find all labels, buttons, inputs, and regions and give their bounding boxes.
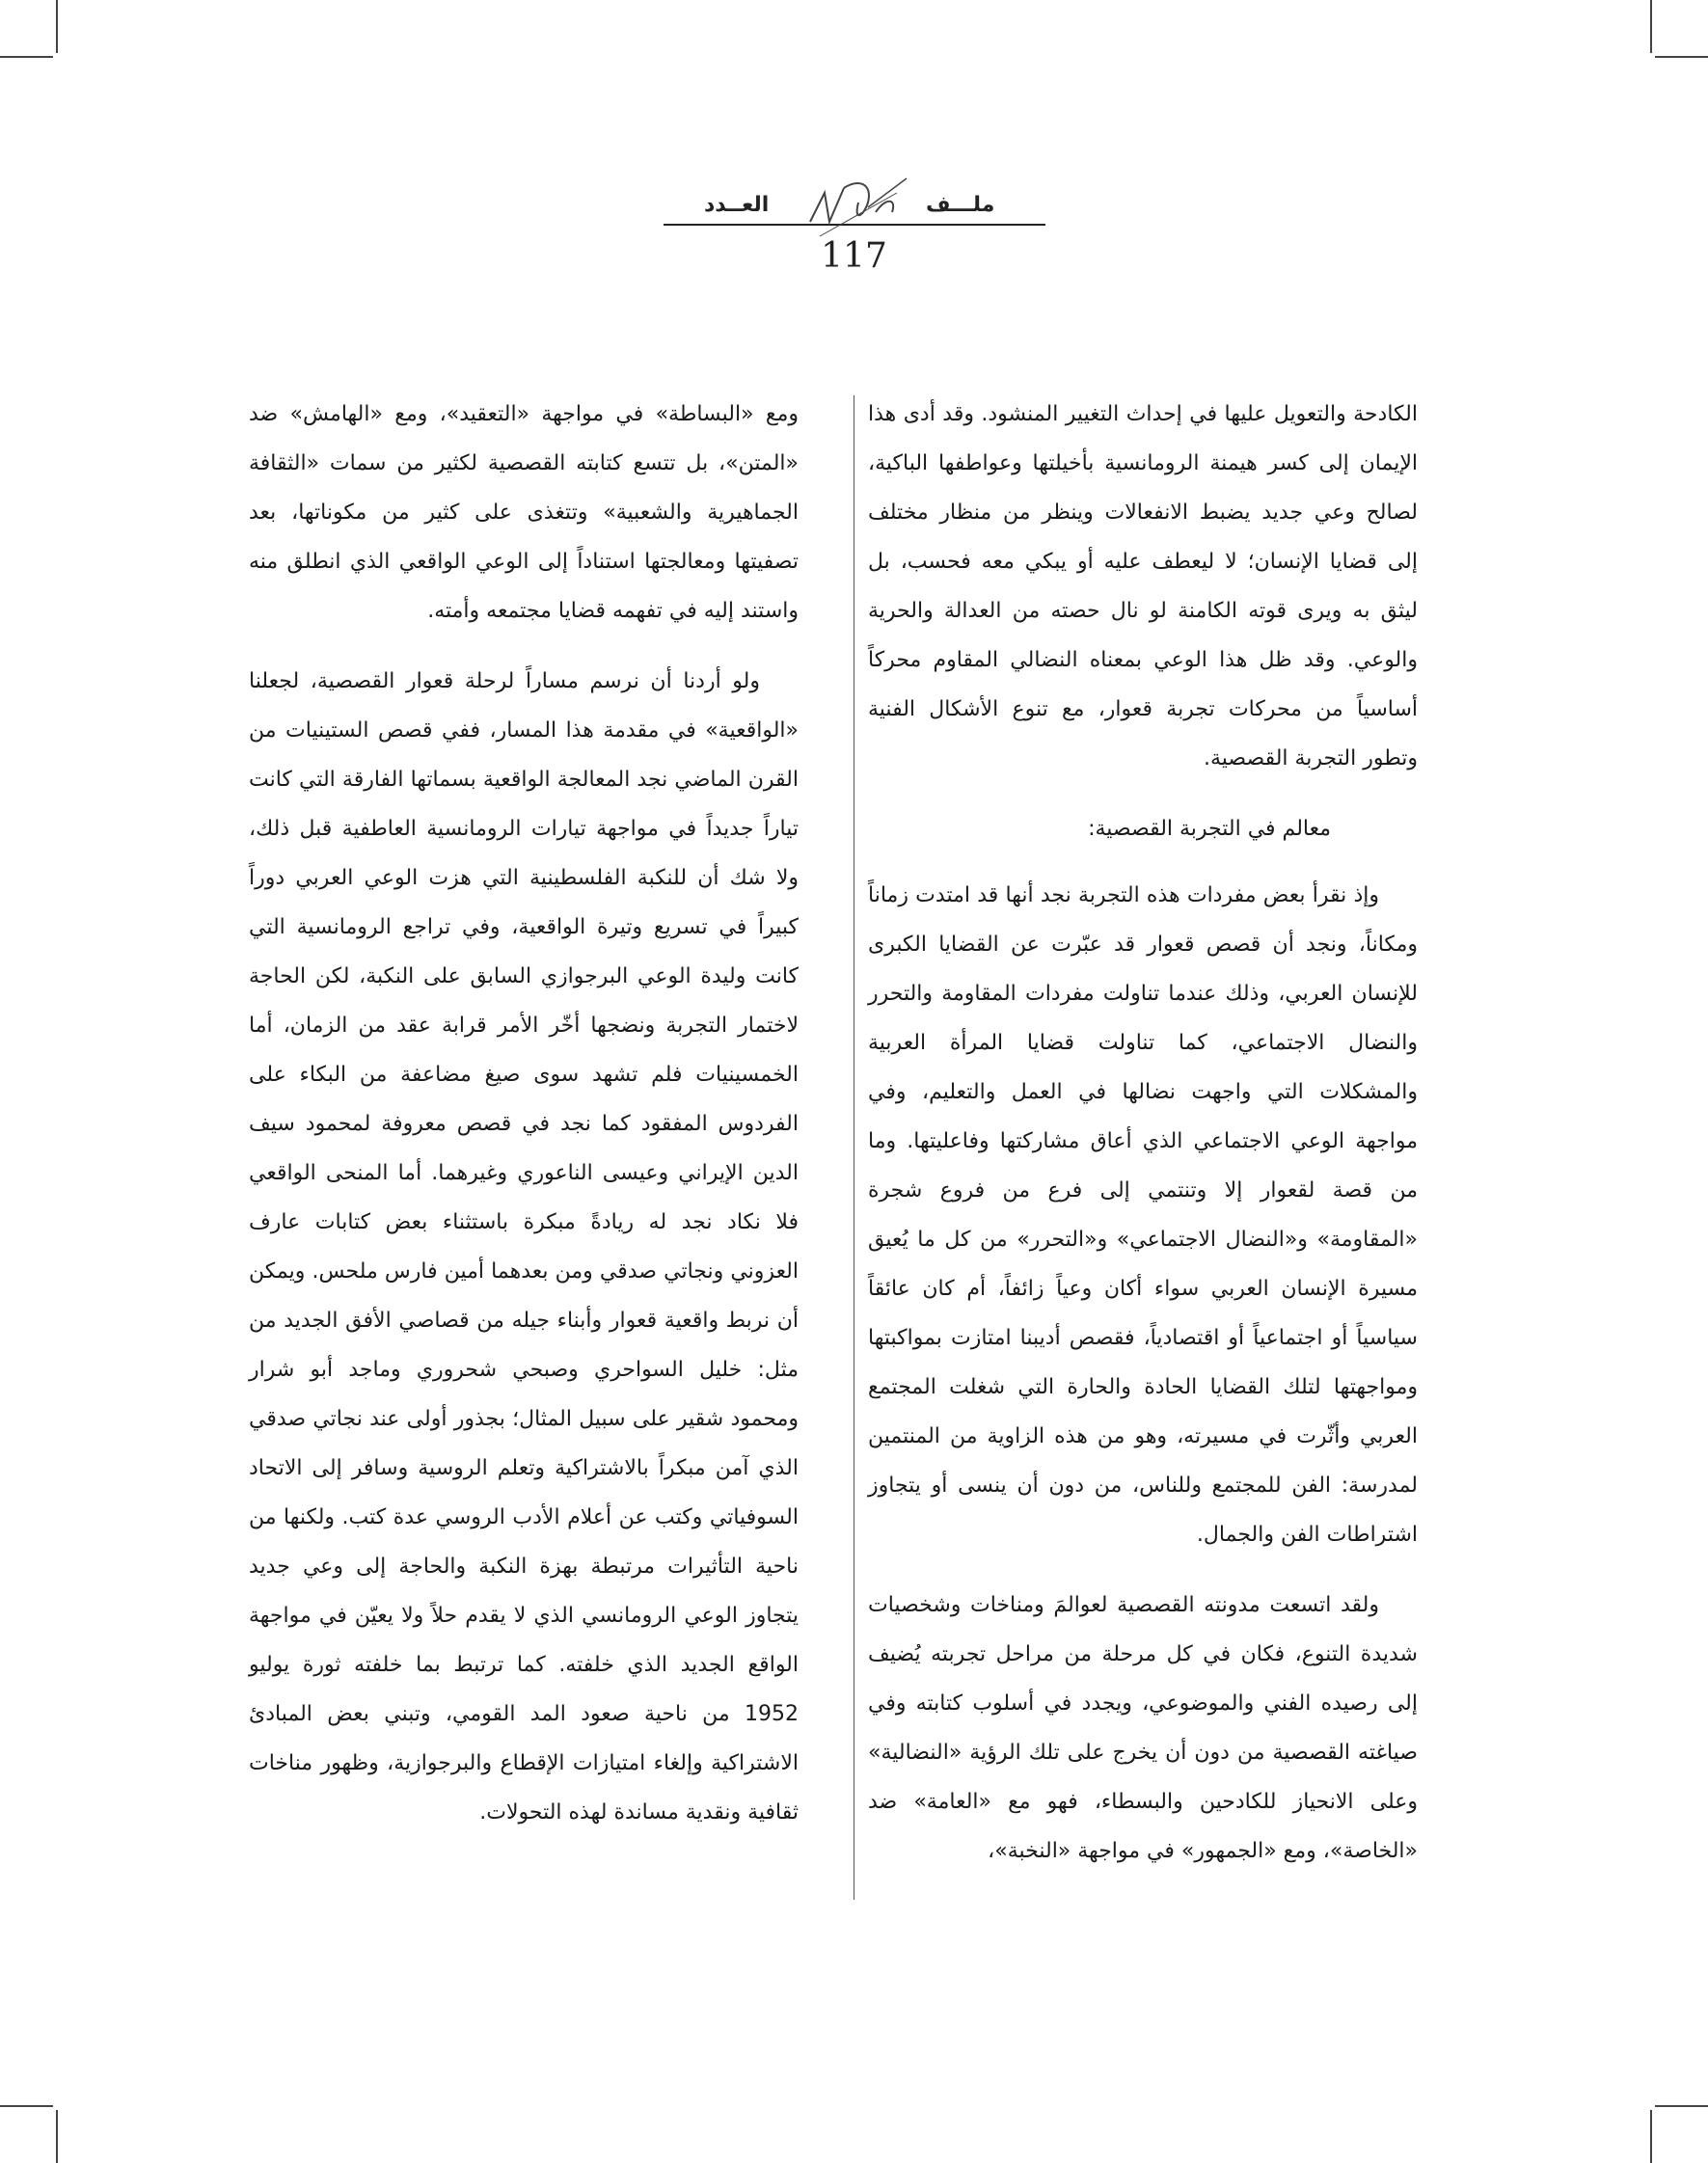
header-section-label: ملـــف: [926, 193, 995, 217]
page-header: [0, 174, 1708, 289]
crop-mark-bottom-right-horizontal: [1655, 2105, 1708, 2107]
crop-mark-bottom-left-vertical: [56, 2110, 58, 2163]
magazine-logo-icon: [800, 174, 916, 241]
crop-mark-top-right-vertical: [1650, 0, 1652, 53]
paragraph: وإذ نقرأ بعض مفردات هذه التجربة نجد أنها قد امتدت زماناً ومكاناً، ونجد أن قصص قعوار قد عبّرت عن القضايا الكبرى للإنسان العربي، وذلك عندما تناولت مفردات المقاومة والتحرر والنضال الاجتماعي، كما تناولت قضايا المرأة العربية والمشكلات التي واجهت نضالها في العمل والتعليم، وفي مواجهة الوعي الاجتماعي الذي أعاق مشاركتها وفاعليتها. وما من قصة لقعوار إلا وتنتمي إلى فرع من فروع شجرة «المقاومة» و«النضال الاجتماعي» و«التحرر» من كل ما يُعيق مسيرة الإنسان العربي سواء أكان وعياً زائفاً، أم كان عائقاً سياسياً أو اجتماعياً أو اقتصادياً، فقصص أديبنا امتازت بمواكبتها ومواجهتها لتلك القضايا الحادة والحارة التي شغلت المجتمع العربي وأثّرت في مسيرته، وهو من هذه الزاوية من المنتمين لمدرسة: الفن للمجتمع وللناس، من دون أن ينسى أو يتجاوز اشتراطات الفن والجمال.: [868, 883, 1418, 1547]
left-column: [249, 390, 799, 1858]
crop-mark-top-left-vertical: [56, 0, 58, 53]
right-column: [868, 390, 1418, 1897]
crop-mark-top-left-horizontal: [0, 56, 53, 58]
paragraph: ومع «البساطة» في مواجهة «التعقيد»، ومع «الهامش» ضد «المتن»، بل تتسع كتابته القصصية لكثير من سمات «الثقافة الجماهيرية والشعبية» وتتغذى على كثير من مكوناتها، بعد تصفيتها ومعالجتها استناداً إلى الوعي الواقعي الذي انطلق منه واستند إليه في تفهمه قضايا مجتمعه وأمته.: [249, 402, 799, 623]
header-issue-label: العــدد: [704, 193, 770, 217]
page-number: 117: [821, 236, 887, 276]
paragraph: ولقد اتسعت مدونته القصصية لعوالمَ ومناخات وشخصيات شديدة التنوع، فكان في كل مرحلة من مراحل تجربته يُضيف إلى رصيده الفني والموضوعي، ويجدد في أسلوب كتابته وفي صياغته القصصية من دون أن يخرج على تلك الرؤية «النضالية» وعلى الانحياز للكادحين والبسطاء، فهو مع «العامة» ضد «الخاصة»، ومع «الجمهور» في مواجهة «النخبة»،: [868, 1593, 1418, 1863]
paragraph: ولو أردنا أن نرسم مساراً لرحلة قعوار القصصية، لجعلنا «الواقعية» في مقدمة هذا المسار، ففي قصص الستينيات من القرن الماضي نجد المعالجة الواقعية بسماتها الفارقة التي كانت تياراً جديداً في مواجهة تيارات الرومانسية العاطفية قبل ذلك، ولا شك أن للنكبة الفلسطينية التي هزت الوعي العربي دوراً كبيراً في تسريع وتيرة الواقعية، وفي تراجع الرومانسية التي كانت وليدة الوعي البرجوازي السابق على النكبة، لكن الحاجة لاختمار التجربة ونضجها أخّر الأمر قرابة عقد من الزمان، أما الخمسينيات فلم تشهد سوى صيغ مضاعفة من البكاء على الفردوس المفقود كما نجد في قصص معروفة لمحمود سيف الدين الإيراني وعيسى الناعوري وغيرهما. أما المنحى الواقعي فلا نكاد نجد له ريادةً مبكرة باستثناء بعض كتابات عارف العزوني ونجاتي صدقي ومن بعدهما أمين فارس ملحس. ويمكن أن نربط واقعية قعوار وأبناء جيله من قصاصي الأفق الجديد من مثل: خليل السواحري وصبحي شحروري وماجد أبو شرار ومحمود شقير على سبيل المثال؛ بجذور أولى عند نجاتي صدقي الذي آمن مبكراً بالاشتراكية وتعلم الروسية وسافر إلى الاتحاد السوفياتي وكتب عن أعلام الأدب الروسي عدة كتب. ولكنها من ناحية التأثيرات مرتبطة بهزة النكبة والحاجة إلى وعي جديد يتجاوز الوعي الرومانسي الذي لا يقدم حلاً ولا يعيّن في مواجهة الواقع الجديد الذي خلفته. كما ترتبط بما خلفته ثورة يوليو 1952 من ناحية صعود المد القومي، وتبني بعض المبادئ الاشتراكية وإلغاء امتيازات الإقطاع والبرجوازية، وظهور مناخات ثقافية ونقدية مساندة لهذه التحولات.: [249, 669, 799, 1825]
crop-mark-bottom-right-vertical: [1650, 2110, 1652, 2163]
crop-mark-bottom-left-horizontal: [0, 2105, 53, 2107]
paragraph: الكادحة والتعويل عليها في إحداث التغيير المنشود. وقد أدى هذا الإيمان إلى كسر هيمنة الرومانسية بأخيلتها وعواطفها الباكية، لصالح وعي جديد يضبط الانفعالات وينظر من منظار مختلف إلى قضايا الإنسان؛ لا ليعطف عليه أو يبكي معه فحسب، بل ليثق به ويرى قوته الكامنة لو نال حصته من العدالة والحرية والوعي. وقد ظل هذا الوعي بمعناه النضالي المقاوم محركاً أساسياً من محركات تجربة قعوار، مع تنوع الأشكال الفنية وتطور التجربة القصصية.: [868, 402, 1418, 771]
crop-mark-top-right-horizontal: [1655, 56, 1708, 58]
section-heading: معالم في التجربة القصصية:: [1088, 817, 1331, 841]
